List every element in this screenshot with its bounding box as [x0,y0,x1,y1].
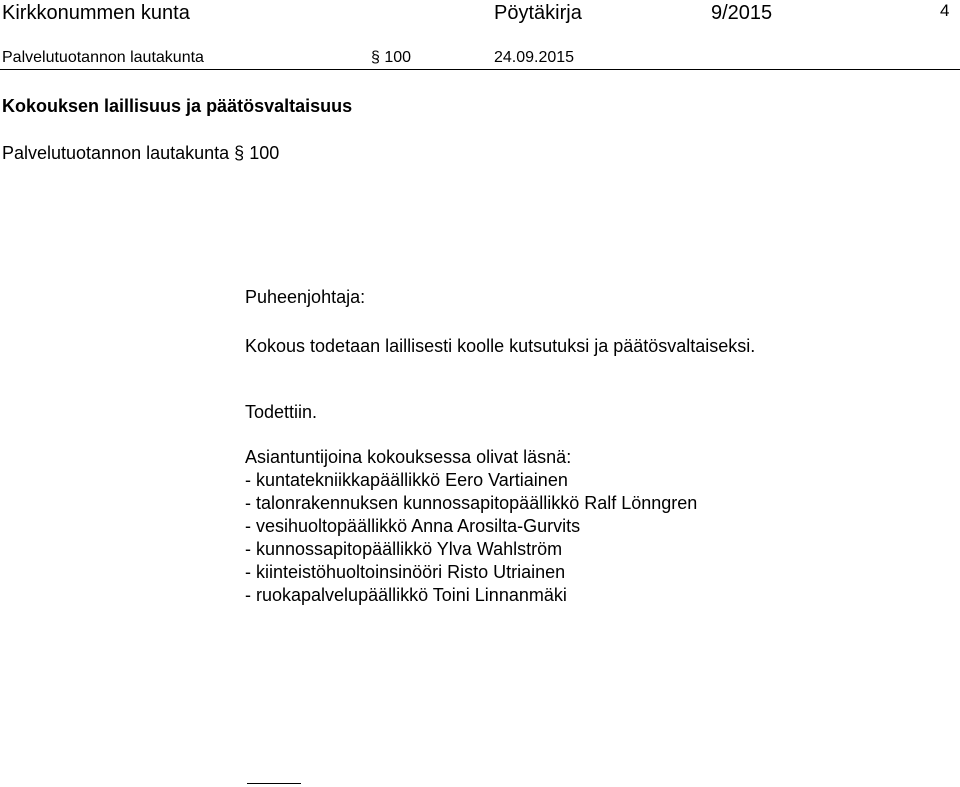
experts-intro: Asiantuntijoina kokouksessa olivat läsnä: [245,447,572,467]
committee-name: Palvelutuotannon lautakunta [2,49,204,66]
decision-text: Todettiin. [245,402,318,422]
list-item: - kunnossapitopäällikkö Ylva Wahlström [245,539,563,559]
chair-statement: Kokous todetaan laillisesti koolle kutsutuksi ja päätösvaltaiseksi. [245,336,756,356]
organization-name: Kirkkonummen kunta [2,2,190,24]
page-number: 4 [940,1,950,20]
list-item: - talonrakennuksen kunnossapitopäällikkö Ralf Lönngren [245,493,698,513]
section-title: Kokouksen laillisuus ja päätösvaltaisuus [2,96,353,116]
list-item: - vesihuoltopäällikkö Anna Arosilta-Gurvits [245,516,581,536]
chair-label: Puheenjohtaja: [245,287,366,307]
document-number: 9/2015 [711,2,773,24]
section-subtitle: Palvelutuotannon lautakunta § 100 [2,143,280,163]
list-item: - ruokapalvelupäällikkö Toini Linnanmäki [245,585,567,605]
meeting-date: 24.09.2015 [494,49,575,66]
list-item: - kiinteistöhuoltoinsinööri Risto Utriainen [245,562,566,582]
minutes-content [245,286,755,607]
signature-line [247,783,301,784]
document-type: Pöytäkirja [494,2,582,24]
header-divider [0,69,960,70]
list-item: - kuntatekniikkapäällikkö Eero Vartiainen [245,470,568,490]
section-number: § 100 [371,49,412,66]
